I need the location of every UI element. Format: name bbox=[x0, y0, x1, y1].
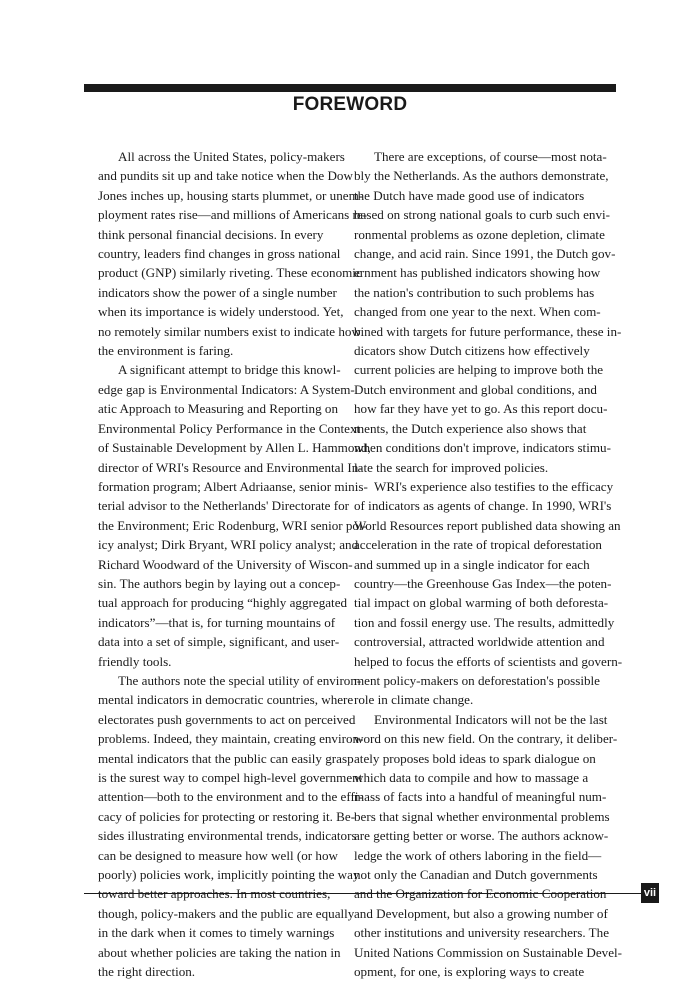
text-line: word on this new field. On the contrary, it deliber- bbox=[354, 731, 618, 747]
text-line: though, policy-makers and the public are equally bbox=[98, 905, 355, 921]
text-line: United Nations Commission on Sustainable Devel- bbox=[354, 944, 623, 960]
text-line: can be designed to measure how well (or how bbox=[98, 847, 338, 863]
text-line: how far they have yet to go. As this report docu- bbox=[354, 401, 608, 417]
text-line: late the search for improved policies. bbox=[354, 459, 549, 475]
text-line: the right direction. bbox=[98, 964, 196, 980]
text-line: World Resources report published data showing an bbox=[354, 517, 621, 533]
text-line: Environmental Policy Performance in the Context bbox=[98, 420, 361, 436]
text-line: There are exceptions, of course—most nota- bbox=[374, 149, 607, 164]
text-line: The authors note the special utility of environ- bbox=[118, 672, 362, 688]
paragraph bbox=[354, 477, 622, 710]
text-line: sides illustrating environmental trends, indicators bbox=[98, 828, 357, 844]
text-line: when conditions don't improve, indicators stimu- bbox=[354, 440, 611, 456]
text-line: edge gap is Environmental Indicators: A System- bbox=[98, 381, 355, 397]
text-line: of indicators as agents of change. In 1990, WRI's bbox=[354, 498, 612, 514]
text-line: mass of facts into a handful of meaningful num- bbox=[354, 789, 607, 805]
text-line: dicators show Dutch citizens how effectively bbox=[354, 343, 590, 359]
text-line: other institutions and university researchers. The bbox=[354, 925, 610, 941]
text-line: country, leaders find changes in gross national bbox=[98, 246, 341, 262]
text-line: data into a set of simple, significant, and user- bbox=[98, 634, 340, 650]
text-line: controversial, attracted worldwide attention and bbox=[354, 634, 605, 650]
text-line: ment policy-makers on deforestation's possible bbox=[354, 672, 600, 688]
text-line: current policies are helping to improve both the bbox=[354, 362, 604, 378]
text-line: mental indicators that the public can easily grasp bbox=[98, 750, 354, 766]
text-line: not only the Canadian and Dutch governments bbox=[354, 867, 598, 883]
text-line: mental indicators in democratic countries, where bbox=[98, 692, 354, 708]
text-line: changed from one year to the next. When com- bbox=[354, 304, 601, 320]
text-line: bly the Netherlands. As the authors demonstrate, bbox=[354, 168, 609, 184]
text-line: indicators show the power of a single number bbox=[98, 284, 337, 300]
paragraph bbox=[354, 710, 622, 981]
text-line: A significant attempt to bridge this knowl- bbox=[118, 362, 341, 378]
text-line: friendly tools. bbox=[98, 653, 172, 669]
text-line: WRI's experience also testifies to the efficacy bbox=[374, 478, 614, 494]
text-line: Richard Woodward of the University of Wiscon- bbox=[98, 556, 353, 572]
text-line: the nation's contribution to such problems has bbox=[354, 284, 595, 300]
text-line: formation program; Albert Adriaanse, senior minis- bbox=[98, 478, 368, 494]
text-line bbox=[98, 884, 360, 903]
text-line: and Development, but also a growing number of bbox=[354, 905, 608, 921]
page-number-badge: vii bbox=[641, 883, 659, 903]
text-line: bined with targets for future performance, these in- bbox=[354, 323, 622, 339]
text-line: Jones inches up, housing starts plummet, or unem- bbox=[98, 187, 364, 203]
text-line: indicators”—that is, for turning mountains of bbox=[98, 614, 336, 630]
text-line: about whether policies are taking the nation in bbox=[98, 944, 341, 960]
text-line: which data to compile and how to massage a bbox=[354, 770, 589, 785]
text-line: think personal financial decisions. In every bbox=[98, 226, 324, 242]
text-line: poorly) policies work, implicitly pointing the way bbox=[98, 867, 360, 883]
text-line: director of WRI's Resource and Environmental In- bbox=[98, 459, 363, 475]
text-line: Dutch environment and global conditions, and bbox=[354, 381, 597, 397]
text-line: and pundits sit up and take notice when the Dow bbox=[98, 168, 353, 184]
text-line: opment, for one, is exploring ways to create bbox=[354, 964, 585, 980]
text-line: tial impact on global warming of both deforesta- bbox=[354, 595, 609, 611]
footer-rule bbox=[84, 893, 641, 894]
paragraph bbox=[98, 671, 364, 981]
text-line: problems. Indeed, they maintain, creating environ- bbox=[98, 731, 364, 747]
text-line: is the surest way to compel high-level government bbox=[98, 770, 363, 785]
text-line: ments, the Dutch experience also shows that bbox=[354, 420, 587, 436]
paragraph bbox=[98, 360, 371, 671]
text-line: tion and fossil energy use. The results, admittedly bbox=[354, 614, 615, 630]
text-line: ployment rates rise—and millions of Americans re- bbox=[98, 207, 368, 223]
text-line: All across the United States, policy-makers bbox=[118, 149, 345, 164]
text-line: electorates push governments to act on perceived bbox=[98, 711, 356, 727]
text-line: the environment is faring. bbox=[98, 343, 234, 359]
left-column bbox=[98, 147, 371, 981]
header-rule bbox=[84, 84, 616, 92]
text-line: ately proposes bold ideas to spark dialogue on bbox=[354, 750, 596, 766]
page-title: FOREWORD bbox=[292, 94, 408, 115]
text-line bbox=[354, 884, 622, 903]
text-line: ledge the work of others laboring in the field— bbox=[354, 847, 602, 863]
text-line: of Sustainable Development by Allen L. Hammond, bbox=[98, 440, 371, 456]
text-line: change, and acid rain. Since 1991, the Dutch gov- bbox=[354, 246, 616, 262]
text-line: acceleration in the rate of tropical deforestation bbox=[354, 537, 602, 553]
text-line: product (GNP) similarly riveting. These economic bbox=[98, 265, 362, 281]
text-line: are getting better or worse. The authors acknow- bbox=[354, 828, 609, 844]
text-line: the Dutch have made good use of indicators bbox=[354, 187, 585, 203]
text-line: icy analyst; Dirk Bryant, WRI policy analyst; and bbox=[98, 537, 359, 553]
text-line: country—the Greenhouse Gas Index—the poten- bbox=[354, 575, 612, 591]
text-line: Environmental Indicators will not be the last bbox=[374, 711, 608, 727]
text-line: cacy of policies for protecting or restoring it. Be- bbox=[98, 808, 356, 824]
text-line: based on strong national goals to curb such envi- bbox=[354, 207, 610, 223]
text-line: ernment has published indicators showing how bbox=[354, 265, 601, 281]
text-line: ronmental problems as ozone depletion, climate bbox=[354, 226, 605, 242]
text-line: tual approach for producing “highly aggregated bbox=[98, 595, 348, 611]
right-column bbox=[354, 147, 622, 981]
text-line: in the dark when it comes to timely warnings bbox=[98, 925, 335, 941]
text-line: sin. The authors begin by laying out a concep- bbox=[98, 575, 341, 591]
text-line: bers that signal whether environmental problems bbox=[354, 808, 610, 824]
paragraph bbox=[98, 147, 368, 360]
text-line: and summed up in a single indicator for each bbox=[354, 556, 590, 572]
paragraph bbox=[354, 147, 622, 477]
text-line: helped to focus the efforts of scientists and govern- bbox=[354, 653, 623, 669]
text-line: atic Approach to Measuring and Reporting on bbox=[98, 401, 338, 417]
text-line: the Environment; Eric Rodenburg, WRI senior pol- bbox=[98, 517, 367, 533]
text-line: no remotely similar numbers exist to indicate how bbox=[98, 323, 361, 339]
text-line: attention—both to the environment and to the effi- bbox=[98, 789, 363, 805]
text-line: terial advisor to the Netherlands' Directorate for bbox=[98, 498, 350, 514]
text-line: role in climate change. bbox=[354, 692, 474, 708]
text-line: when its importance is widely understood. Yet, bbox=[98, 304, 344, 320]
